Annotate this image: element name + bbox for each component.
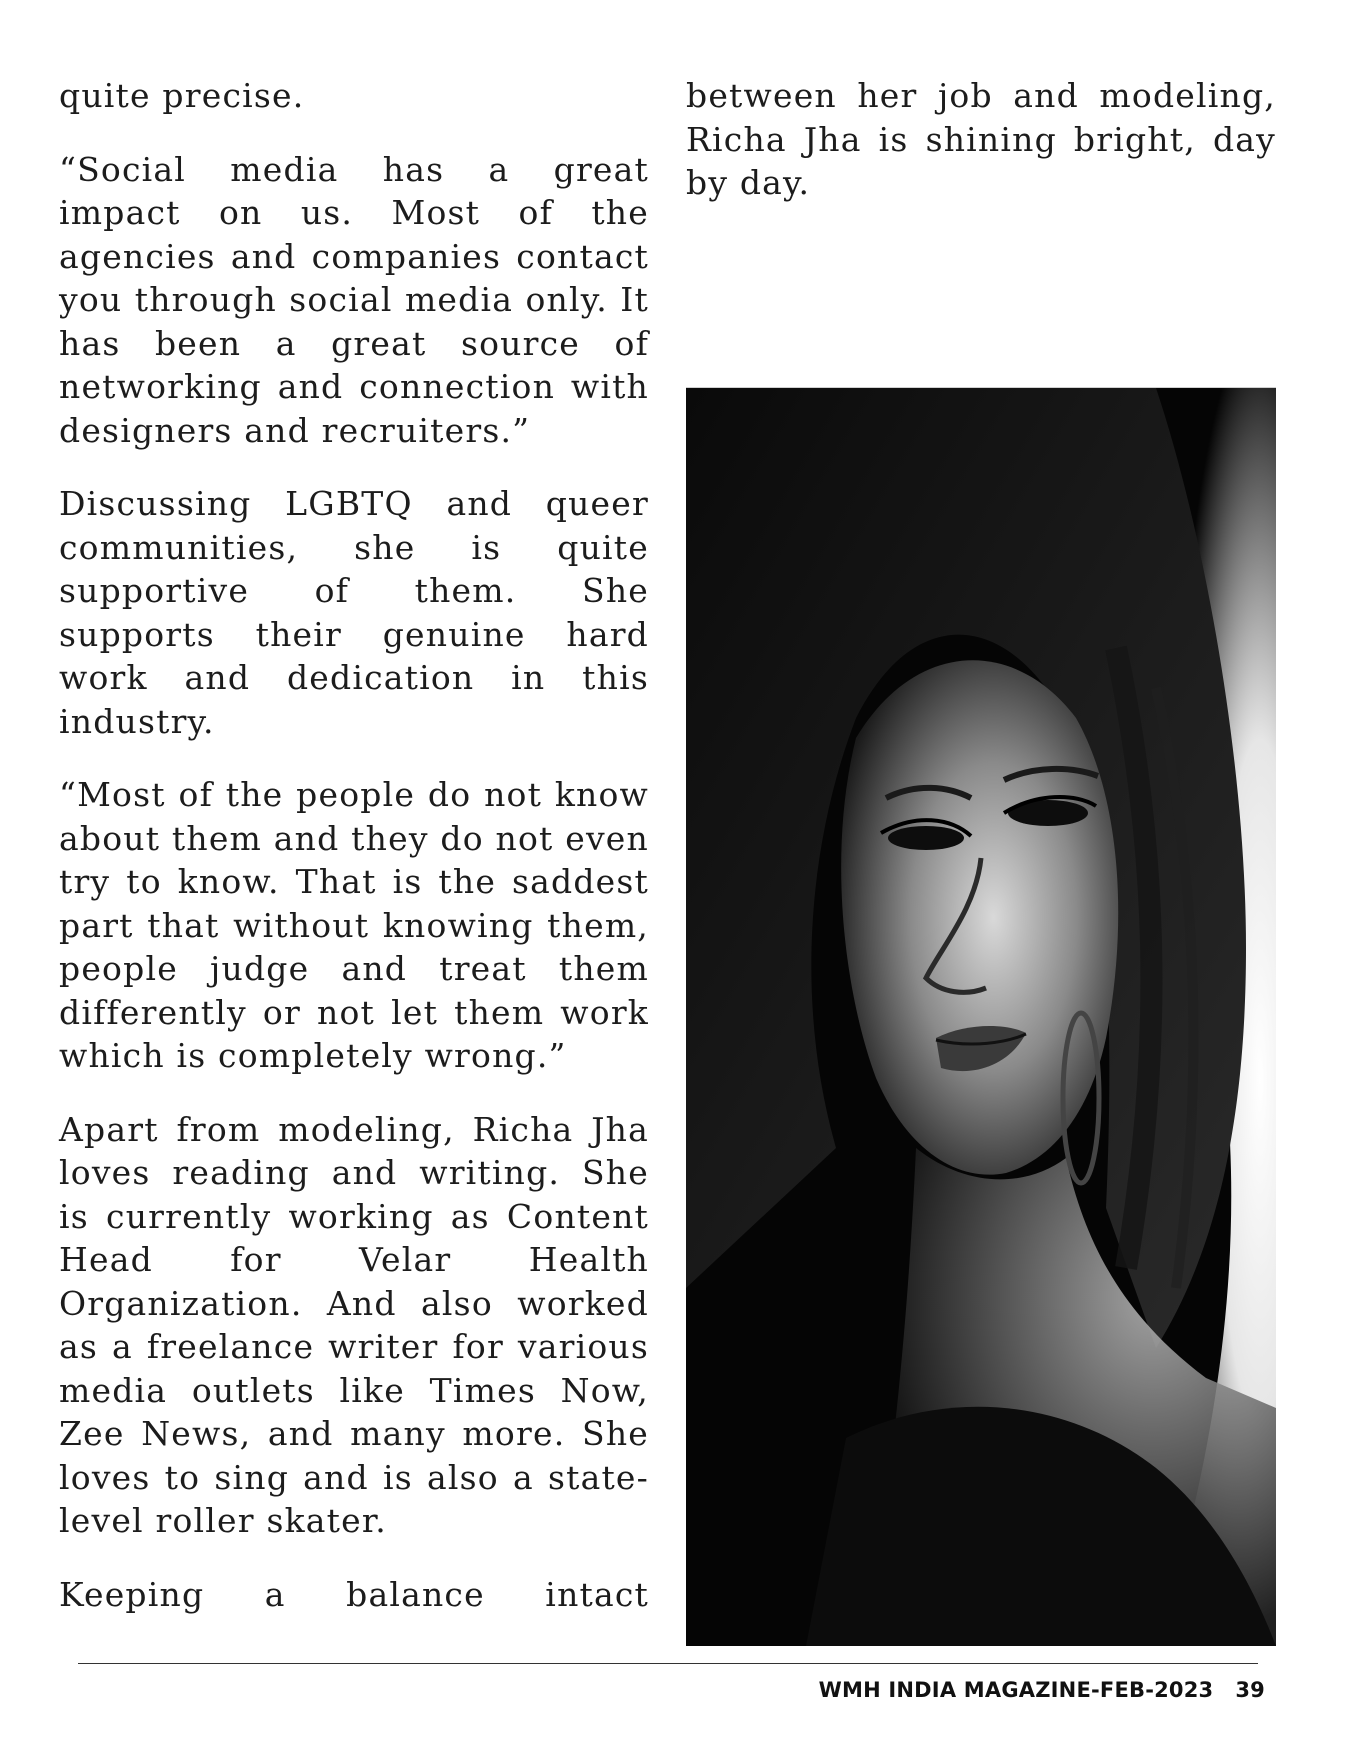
footer-divider — [78, 1663, 1258, 1664]
article-right-column — [686, 74, 1276, 235]
article-quote: “Most of the people do not know about them and they do not even try to know. That is the saddest part that without knowing them, people judge and treat them differently or not let them work which is completely wrong.” — [59, 775, 649, 1075]
page-footer — [819, 1670, 1265, 1710]
portrait-illustration — [686, 388, 1276, 1646]
magazine-issue-label: WMH INDIA MAGAZINE-FEB-2023 — [818, 1678, 1214, 1702]
article-paragraph: Keeping a balance intact — [59, 1574, 649, 1614]
article-paragraph: quite precise. — [59, 76, 305, 115]
portrait-photo — [686, 387, 1276, 1646]
article-left-column — [59, 74, 649, 1616]
article-quote: “Social media has a great impact on us. Most of the agencies and companies contact you through social media only. It has been a great source of networking and connection with designers and recruiters.” — [59, 149, 649, 450]
article-paragraph: between her job and modeling, Richa Jha is shining bright, day by day. — [686, 76, 1276, 202]
article-paragraph: Apart from modeling, Richa Jha loves reading and writing. She is currently working as Content Head for Velar Health Organization. And also worked as a freelance writer for various media outlets like Times Now, Zee News, and many more. She loves to sing and is also a state-level roller skater. — [59, 1109, 649, 1540]
article-paragraph: Discussing LGBTQ and queer communities, she is quite supportive of them. She supports their genuine hard work and dedication in this industry. — [59, 484, 649, 741]
page-number: 39 — [1235, 1678, 1265, 1702]
